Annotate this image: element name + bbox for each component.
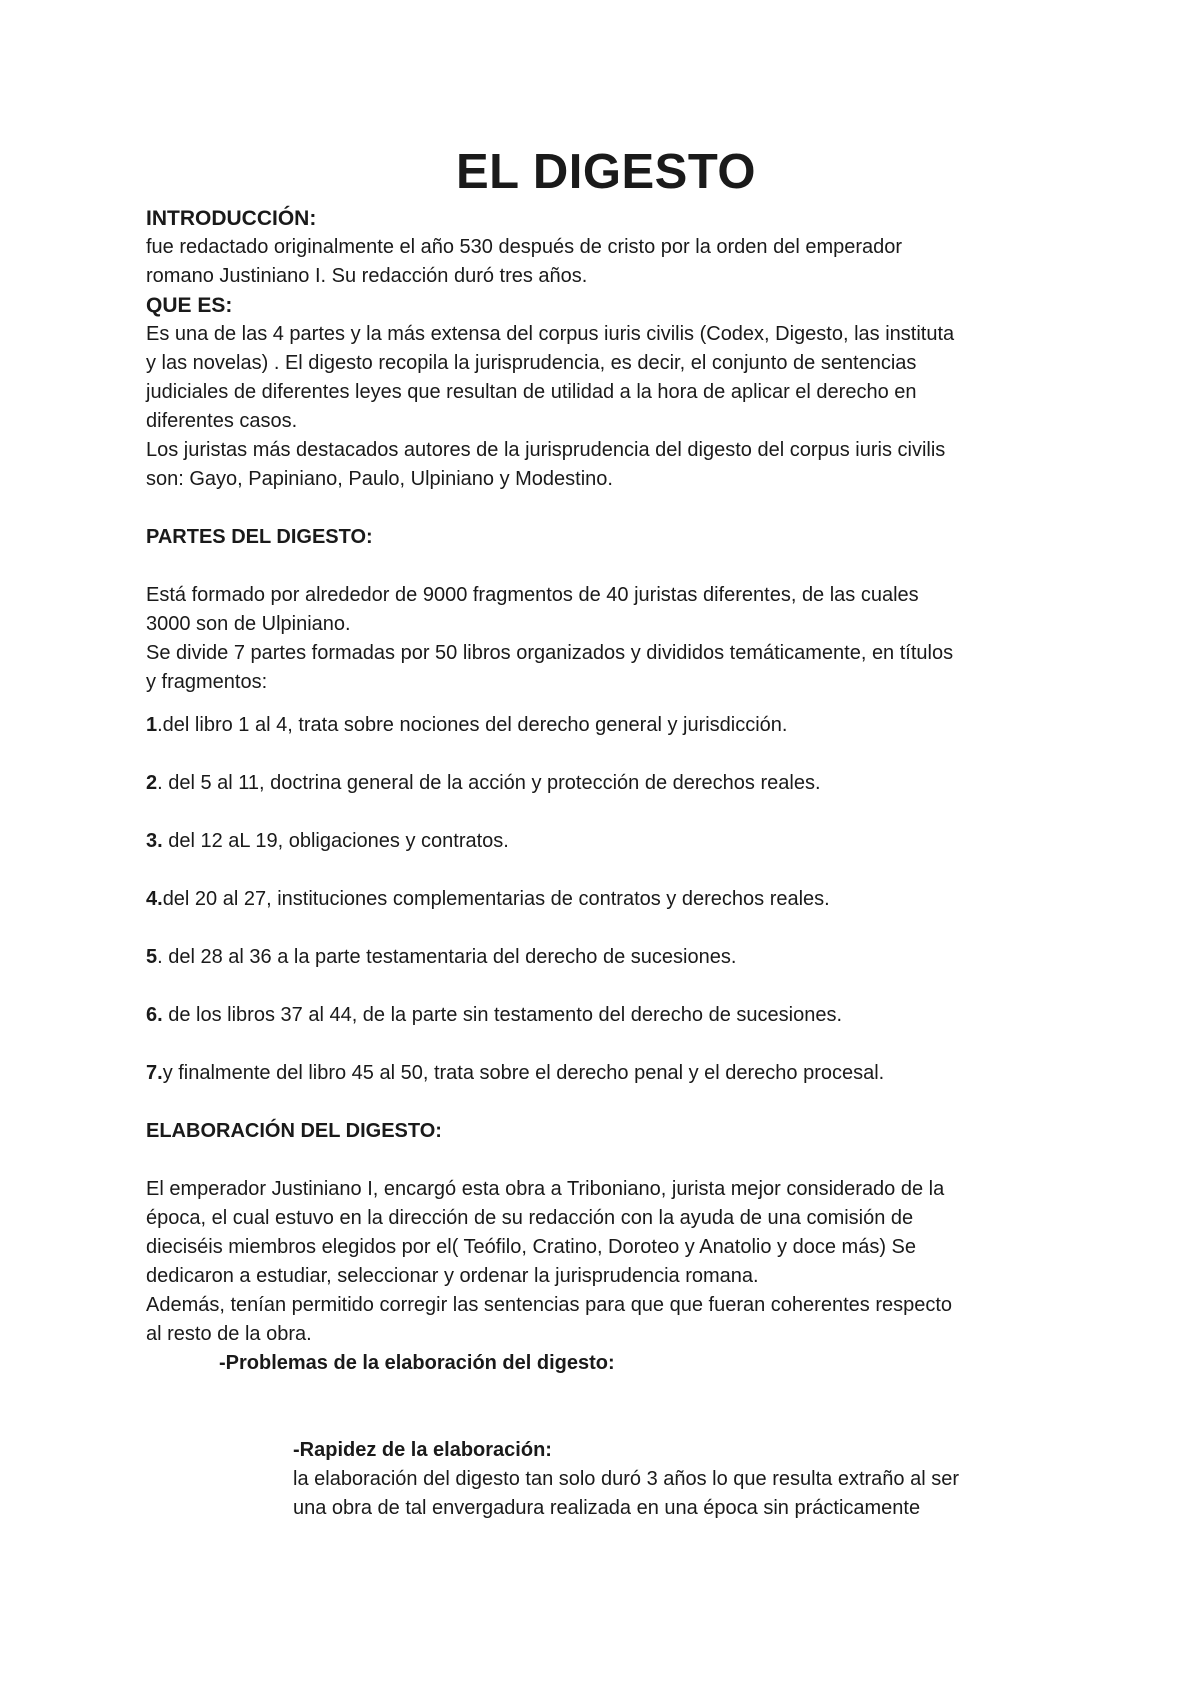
list-item-text: y finalmente del libro 45 al 50, trata sobre el derecho penal y el derecho procesal. bbox=[162, 1062, 885, 1084]
list-item bbox=[146, 885, 1066, 914]
partes-text-1: Está formado por alrededor de 9000 fragmentos de 40 juristas diferentes, de las cuales 3000 son de Ulpiniano. bbox=[146, 584, 919, 635]
list-item-number: 3. bbox=[146, 830, 163, 852]
list-item-text: . del 5 al 11, doctrina general de la acción y protección de derechos reales. bbox=[157, 772, 821, 794]
list-item bbox=[146, 1059, 1066, 1088]
list-item-number: 1 bbox=[146, 714, 158, 736]
list-item bbox=[146, 1001, 1066, 1030]
list-item bbox=[146, 943, 1066, 972]
list-item-text: del 12 aL 19, obligaciones y contratos. bbox=[162, 830, 509, 852]
que-es-heading: QUE ES: bbox=[146, 294, 233, 317]
intro-text: fue redactado originalmente el año 530 después de cristo por la orden del emperador romano Justiniano I. Su redacción duró tres años. bbox=[146, 236, 903, 287]
que-es-text-1: Es una de las 4 partes y la más extensa del corpus iuris civilis (Codex, Digesto, las instituta y las novelas) . El digesto recopila la jurisprudencia, es decir, el conjunto de sentencias judiciales de diferentes leyes que resultan de utilidad a la hora de aplicar el derecho en diferentes casos. bbox=[146, 323, 955, 432]
list-item-number: 6. bbox=[146, 1004, 163, 1026]
list-item bbox=[146, 827, 1066, 856]
elaboracion-text-1: El emperador Justiniano I, encargó esta obra a Triboniano, jurista mejor considerado de la época, el cual estuvo en la dirección de su redacción con la ayuda de una comisión de dieciséis miembros elegidos por el( Teófilo, Cratino, Doroteo y Anatolio y doce más) Se dedicaron a estudiar, seleccionar y ordenar la jurisprudencia romana. bbox=[146, 1178, 945, 1287]
document-page bbox=[146, 140, 1066, 1523]
list-item-text: . del 28 al 36 a la parte testamentaria del derecho de sucesiones. bbox=[157, 946, 737, 968]
list-item-text: .del libro 1 al 4, trata sobre nociones del derecho general y jurisdicción. bbox=[157, 714, 788, 736]
elaboracion-heading: ELABORACIÓN DEL DIGESTO: bbox=[146, 1120, 442, 1142]
rapidez-heading: -Rapidez de la elaboración: bbox=[293, 1439, 552, 1461]
list-item-number: 2 bbox=[146, 772, 158, 794]
list-item-number: 7. bbox=[146, 1062, 163, 1084]
document-title: EL DIGESTO bbox=[456, 145, 756, 199]
partes-heading: PARTES DEL DIGESTO: bbox=[146, 526, 373, 548]
list-item-number: 5 bbox=[146, 946, 158, 968]
partes-text-2: Se divide 7 partes formadas por 50 libros organizados y divididos temáticamente, en títulos y fragmentos: bbox=[146, 642, 954, 693]
list-item bbox=[146, 769, 1066, 798]
list-item-text: de los libros 37 al 44, de la parte sin testamento del derecho de sucesiones. bbox=[162, 1004, 842, 1026]
intro-heading: INTRODUCCIÓN: bbox=[146, 207, 317, 230]
problemas-heading: -Problemas de la elaboración del digesto: bbox=[219, 1352, 615, 1374]
list-item-text: del 20 al 27, instituciones complementarias de contratos y derechos reales. bbox=[162, 888, 830, 910]
rapidez-text: la elaboración del digesto tan solo duró 3 años lo que resulta extraño al ser una obra de tal envergadura realizada en una época sin prácticamente bbox=[293, 1468, 959, 1519]
list-item-number: 4. bbox=[146, 888, 163, 910]
list-item bbox=[146, 711, 1066, 740]
elaboracion-text-2: Además, tenían permitido corregir las sentencias para que que fueran coherentes respecto al resto de la obra. bbox=[146, 1294, 953, 1345]
que-es-text-2: Los juristas más destacados autores de la jurisprudencia del digesto del corpus iuris civilis son: Gayo, Papiniano, Paulo, Ulpiniano y Modestino. bbox=[146, 439, 946, 490]
